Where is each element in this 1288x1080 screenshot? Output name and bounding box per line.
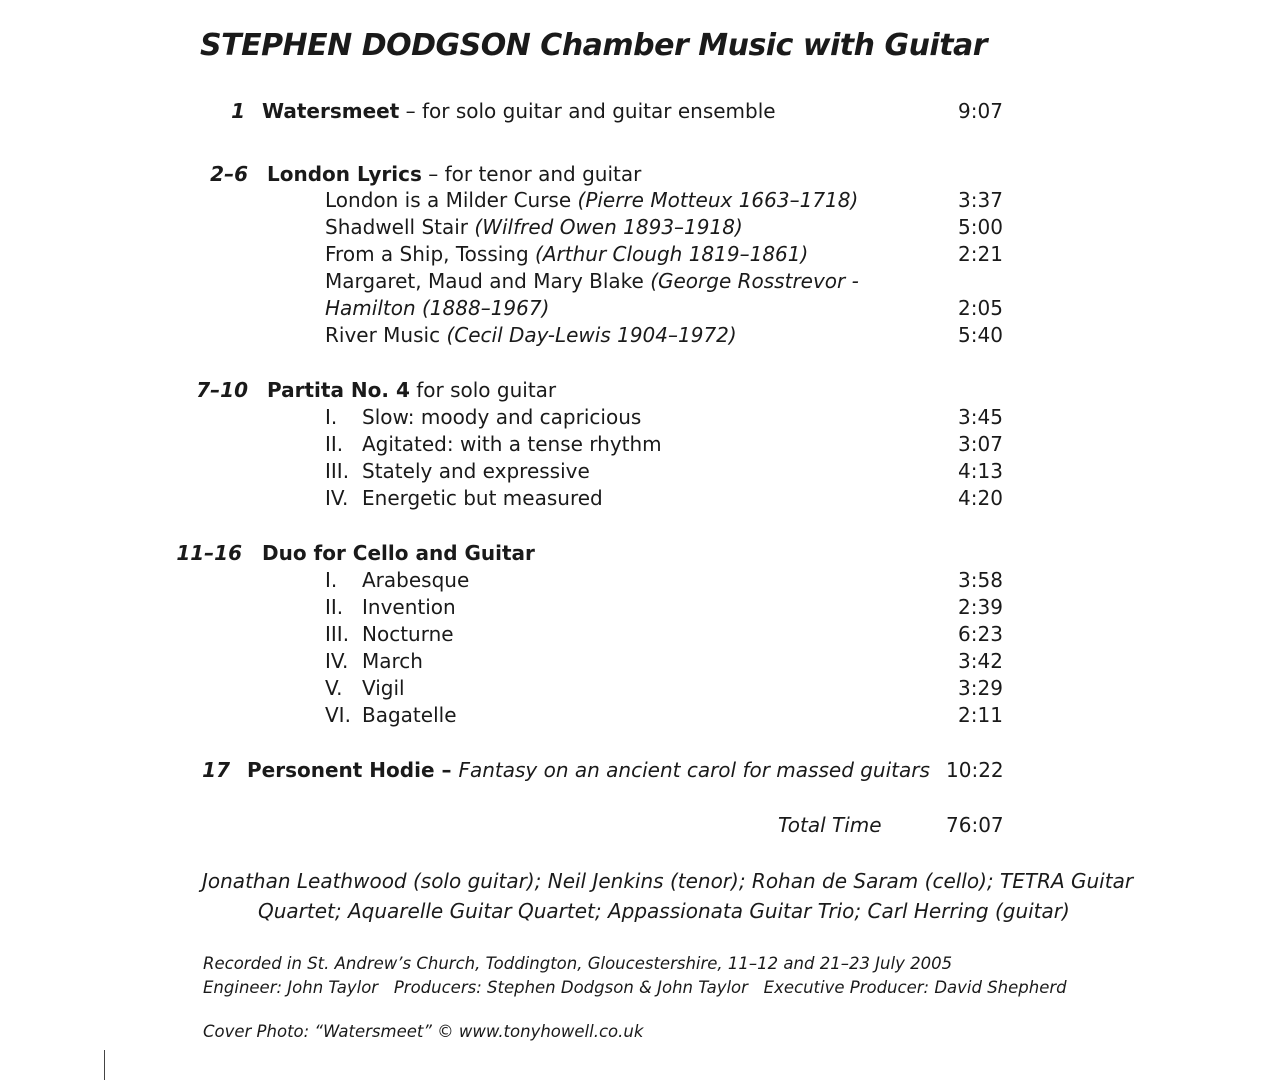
work-heading-duo [0,540,1288,567]
work-description: for solo guitar [409,378,557,402]
poet-credit: (Cecil Day-Lewis 1904–1972) [446,323,737,347]
poet-credit: Hamilton (1888–1967) [325,296,550,320]
list-item [0,295,1288,322]
list-item [0,648,1288,675]
recording-credits: Engineer: John Taylor Producers: Stephen Dodgson & John Taylor Executive Producer: David Shepherd [203,978,1067,997]
poet-credit: (Pierre Motteux 1663–1718) [577,188,859,212]
list-item [0,458,1288,485]
movement-title: March [362,649,423,673]
duration: 9:07 [958,99,1003,123]
work-heading-watersmeet [0,98,1288,125]
duration: 3:45 [958,405,1003,429]
duration: 2:39 [958,595,1003,619]
list-item [0,431,1288,458]
movement-title: Energetic but measured [362,486,603,510]
movement-numeral: VI. [325,703,351,727]
work-heading-london-lyrics [0,161,1288,188]
movement-title: Vigil [362,676,405,700]
song-title: Shadwell Stair [325,215,475,239]
track-number: 11–16 [176,541,242,565]
performers-line-1: Jonathan Leathwood (solo guitar); Neil Jenkins (tenor); Rohan de Saram (cello); TETRA Guitar [202,869,1134,893]
scan-edge-line [104,1050,105,1080]
work-heading-partita [0,377,1288,404]
album-title: STEPHEN DODGSON Chamber Music with Guitar [200,28,988,63]
recording-location: Recorded in St. Andrew’s Church, Toddington, Gloucestershire, 11–12 and 21–23 July 2005 [203,954,953,973]
list-item [0,675,1288,702]
song-title: From a Ship, Tossing [325,242,536,266]
work-name: London Lyrics [267,162,422,186]
duration: 6:23 [958,622,1003,646]
movement-title: Arabesque [362,568,470,592]
work-title-line [262,98,776,125]
work-description: Fantasy on an ancient carol for massed guitars [458,758,930,782]
duration: 3:37 [958,188,1003,212]
track-number: 17 [202,758,230,782]
movement-numeral: II. [325,595,344,619]
work-dash: – [434,758,459,782]
movement-title: Bagatelle [362,703,457,727]
list-item [0,485,1288,512]
work-heading-personent-hodie [0,757,1288,784]
list-item [0,187,1288,214]
movement-title: Nocturne [362,622,454,646]
work-title-line [262,540,535,567]
movement-numeral: IV. [325,649,349,673]
duration: 3:58 [958,568,1003,592]
list-item [0,214,1288,241]
duration: 2:11 [958,703,1003,727]
work-name: Personent Hodie [247,758,435,782]
movement-title: Invention [362,595,456,619]
duration: 2:05 [958,296,1003,320]
work-name: Watersmeet [262,99,400,123]
work-title-line [267,161,641,188]
movement-numeral: I. [325,405,338,429]
poet-credit: (George Rosstrevor - [650,269,859,293]
list-item [0,322,1288,349]
duration: 5:40 [958,323,1003,347]
list-item [0,241,1288,268]
work-name: Partita No. 4 [267,378,410,402]
song-title: London is a Milder Curse [325,188,578,212]
list-item [0,404,1288,431]
work-title-line [247,757,930,784]
movement-numeral: I. [325,568,338,592]
movement-numeral: V. [325,676,343,700]
list-item [0,702,1288,729]
cover-photo-credit: Cover Photo: “Watersmeet” © www.tonyhowell.co.uk [203,1022,644,1041]
duration: 4:13 [958,459,1003,483]
list-item [0,268,1288,295]
list-item [0,567,1288,594]
movement-title: Stately and expressive [362,459,590,483]
track-number: 1 [231,99,245,123]
total-time-label: Total Time [778,813,882,837]
list-item [0,594,1288,621]
movement-numeral: III. [325,622,350,646]
duration: 3:07 [958,432,1003,456]
total-time-row [0,812,1288,839]
list-item [0,621,1288,648]
duration: 2:21 [958,242,1003,266]
song-title: River Music [325,323,447,347]
poet-credit: (Arthur Clough 1819–1861) [535,242,809,266]
poet-credit: (Wilfred Owen 1893–1918) [474,215,743,239]
duration: 4:20 [958,486,1003,510]
movement-numeral: III. [325,459,350,483]
duration: 3:29 [958,676,1003,700]
movement-title: Slow: moody and capricious [362,405,642,429]
duration: 10:22 [946,758,1004,782]
work-title-line [267,377,556,404]
song-title: Margaret, Maud and Mary Blake [325,269,651,293]
duration: 5:00 [958,215,1003,239]
movement-title: Agitated: with a tense rhythm [362,432,662,456]
total-duration: 76:07 [946,813,1004,837]
track-number: 2–6 [210,162,248,186]
track-number: 7–10 [196,378,248,402]
duration: 3:42 [958,649,1003,673]
movement-numeral: II. [325,432,344,456]
movement-numeral: IV. [325,486,349,510]
performers-line-2: Quartet; Aquarelle Guitar Quartet; Appassionata Guitar Trio; Carl Herring (guitar) [258,899,1070,923]
work-description: – for tenor and guitar [421,162,642,186]
work-name: Duo for Cello and Guitar [262,541,535,565]
work-description: – for solo guitar and guitar ensemble [399,99,776,123]
